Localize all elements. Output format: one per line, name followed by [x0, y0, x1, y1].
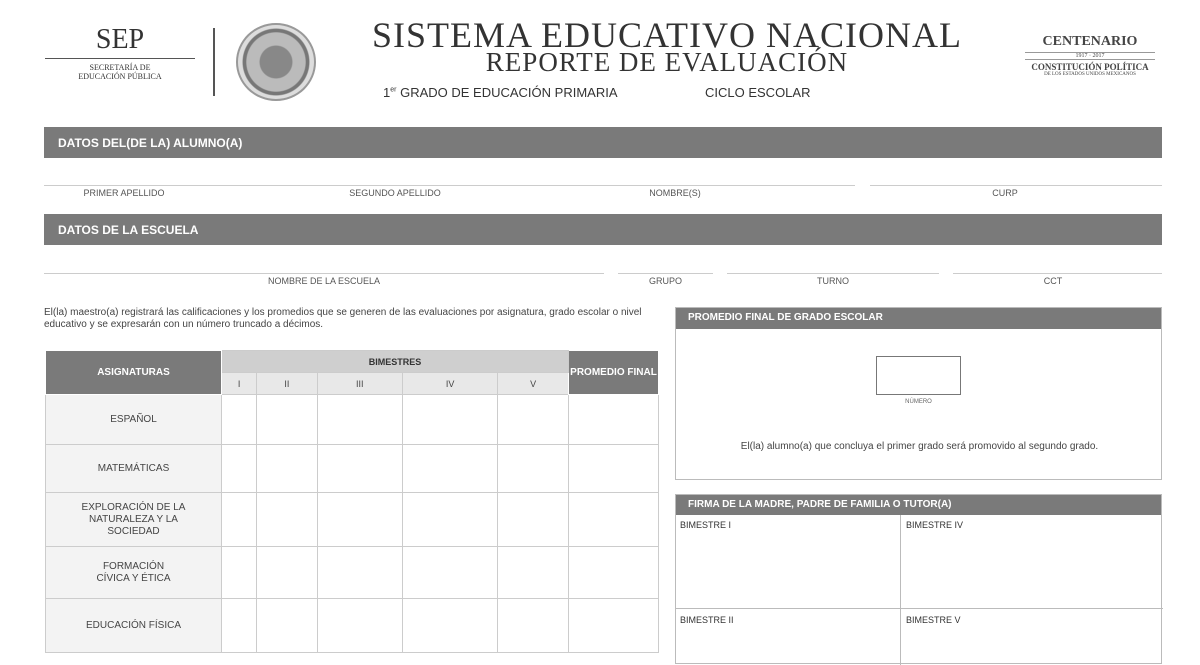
field-line — [44, 185, 314, 186]
grade-cell[interactable] — [498, 445, 569, 493]
national-seal-icon — [236, 23, 316, 101]
centenario-text: CENTENARIO — [1042, 34, 1138, 49]
grade-text: GRADO DE EDUCACIÓN PRIMARIA — [396, 85, 618, 100]
final-average-box-label: NÚMERO — [905, 399, 932, 405]
grade-number: 1 — [383, 85, 391, 100]
field-primer-apellido[interactable]: PRIMER APELLIDO — [83, 188, 165, 198]
grade-cell[interactable] — [257, 445, 317, 493]
field-line — [580, 185, 855, 186]
grade-cell[interactable] — [498, 599, 569, 653]
header-bimestre: II — [257, 373, 317, 395]
field-curp[interactable]: CURP — [992, 188, 1018, 198]
header-asignaturas: ASIGNATURAS — [46, 351, 222, 395]
field-line — [44, 273, 604, 274]
final-cell[interactable] — [569, 493, 659, 547]
field-segundo-apellido[interactable]: SEGUNDO APELLIDO — [349, 188, 441, 198]
final-cell[interactable] — [569, 445, 659, 493]
field-line — [953, 273, 1162, 274]
table-row — [46, 493, 659, 547]
field-line — [870, 185, 1162, 186]
promotion-text: El(la) alumno(a) que concluya el primer grado será promovido al segundo grado. — [740, 441, 1099, 452]
grade-cell[interactable] — [222, 599, 257, 653]
cycle-label: CICLO ESCOLAR — [705, 85, 811, 100]
grade-cell[interactable] — [402, 599, 497, 653]
field-school-name[interactable]: NOMBRE DE LA ESCUELA — [267, 276, 381, 286]
grade-cell[interactable] — [498, 547, 569, 599]
grade-cell[interactable] — [317, 445, 402, 493]
final-average-box[interactable] — [876, 356, 961, 395]
divider — [213, 28, 215, 96]
header-promedio-final: PROMEDIO FINAL — [569, 351, 659, 395]
field-line — [727, 273, 939, 274]
school-section-header: DATOS DE LA ESCUELA — [44, 214, 1162, 245]
centenario-years: 1917 · 2017 — [1025, 52, 1155, 60]
grade-cell[interactable] — [402, 547, 497, 599]
grade-cell[interactable] — [317, 395, 402, 445]
grade-cell[interactable] — [498, 395, 569, 445]
header-bimestre: IV — [402, 373, 497, 395]
subject-cell: EDUCACIÓN FÍSICA — [46, 599, 222, 653]
field-turno[interactable]: TURNO — [817, 276, 849, 286]
sep-logo — [45, 24, 195, 81]
sep-sub2: EDUCACIÓN PÚBLICA — [78, 72, 162, 81]
grade-cell[interactable] — [222, 493, 257, 547]
subject-cell: EXPLORACIÓN DE LA NATURALEZA Y LA SOCIEDAD — [46, 493, 222, 547]
constitucion-text: CONSTITUCIÓN POLÍTICA — [1031, 62, 1149, 72]
header-bimestre: III — [317, 373, 402, 395]
table-row — [46, 599, 659, 653]
grade-cell[interactable] — [402, 493, 497, 547]
grade-cell[interactable] — [402, 445, 497, 493]
field-line — [618, 273, 713, 274]
signature-bimestre-4[interactable]: BIMESTRE IV — [906, 520, 964, 530]
sep-logo-text: SEP — [95, 24, 145, 55]
grade-cell[interactable] — [317, 493, 402, 547]
sep-sub1: SECRETARÍA DE — [89, 63, 151, 72]
final-average-header: PROMEDIO FINAL DE GRADO ESCOLAR — [676, 308, 1161, 329]
table-row — [46, 445, 659, 493]
subject-cell: MATEMÁTICAS — [46, 445, 222, 493]
grades-table — [45, 350, 659, 653]
final-cell[interactable] — [569, 395, 659, 445]
header-bimestres: BIMESTRES — [222, 351, 569, 373]
table-row — [46, 395, 659, 445]
constitucion-sub: DE LOS ESTADOS UNIDOS MEXICANOS — [1044, 72, 1136, 77]
grade-cell[interactable] — [257, 547, 317, 599]
centenario-logo — [1015, 34, 1165, 77]
final-cell[interactable] — [569, 547, 659, 599]
signature-bimestre-2[interactable]: BIMESTRE II — [680, 615, 734, 625]
grade-cell[interactable] — [257, 493, 317, 547]
grade-label — [383, 85, 618, 100]
signature-bimestre-5[interactable]: BIMESTRE V — [906, 615, 961, 625]
student-section-header: DATOS DEL(DE LA) ALUMNO(A) — [44, 127, 1162, 158]
sep-logo-rule — [45, 58, 195, 59]
field-cct[interactable]: CCT — [1043, 276, 1063, 286]
subject-cell: FORMACIÓN CÍVICA Y ÉTICA — [46, 547, 222, 599]
grade-cell[interactable] — [222, 395, 257, 445]
page-subtitle: REPORTE DE EVALUACIÓN — [485, 47, 849, 77]
signature-header: FIRMA DE LA MADRE, PADRE DE FAMILIA O TUTOR(A) — [676, 495, 1161, 515]
grade-cell[interactable] — [222, 547, 257, 599]
grade-cell[interactable] — [222, 445, 257, 493]
grade-cell[interactable] — [317, 599, 402, 653]
field-line — [310, 185, 580, 186]
grade-cell[interactable] — [498, 493, 569, 547]
subject-cell: ESPAÑOL — [46, 395, 222, 445]
grade-cell[interactable] — [257, 599, 317, 653]
grade-cell[interactable] — [257, 395, 317, 445]
header-bimestre: V — [498, 373, 569, 395]
table-row — [46, 547, 659, 599]
field-grupo[interactable]: GRUPO — [648, 276, 682, 286]
grade-cell[interactable] — [317, 547, 402, 599]
signature-divider-h — [676, 608, 1163, 609]
final-average-panel — [675, 307, 1162, 480]
final-cell[interactable] — [569, 599, 659, 653]
signature-bimestre-1[interactable]: BIMESTRE I — [680, 520, 732, 530]
field-nombres[interactable]: NOMBRE(S) — [649, 188, 701, 198]
grade-cell[interactable] — [402, 395, 497, 445]
signature-panel — [675, 494, 1162, 664]
header-bimestre: I — [222, 373, 257, 395]
signature-divider-v — [900, 515, 901, 665]
grade-sup: er — [390, 86, 397, 94]
page-title: SISTEMA EDUCATIVO NACIONAL — [372, 15, 962, 55]
instructions-note: El(la) maestro(a) registrará las calificaciones y los promedios que se generen de las evaluaciones por asignatura, grado escolar o nivel educativo y se expresarán con un número truncado a décimos. — [44, 307, 642, 330]
